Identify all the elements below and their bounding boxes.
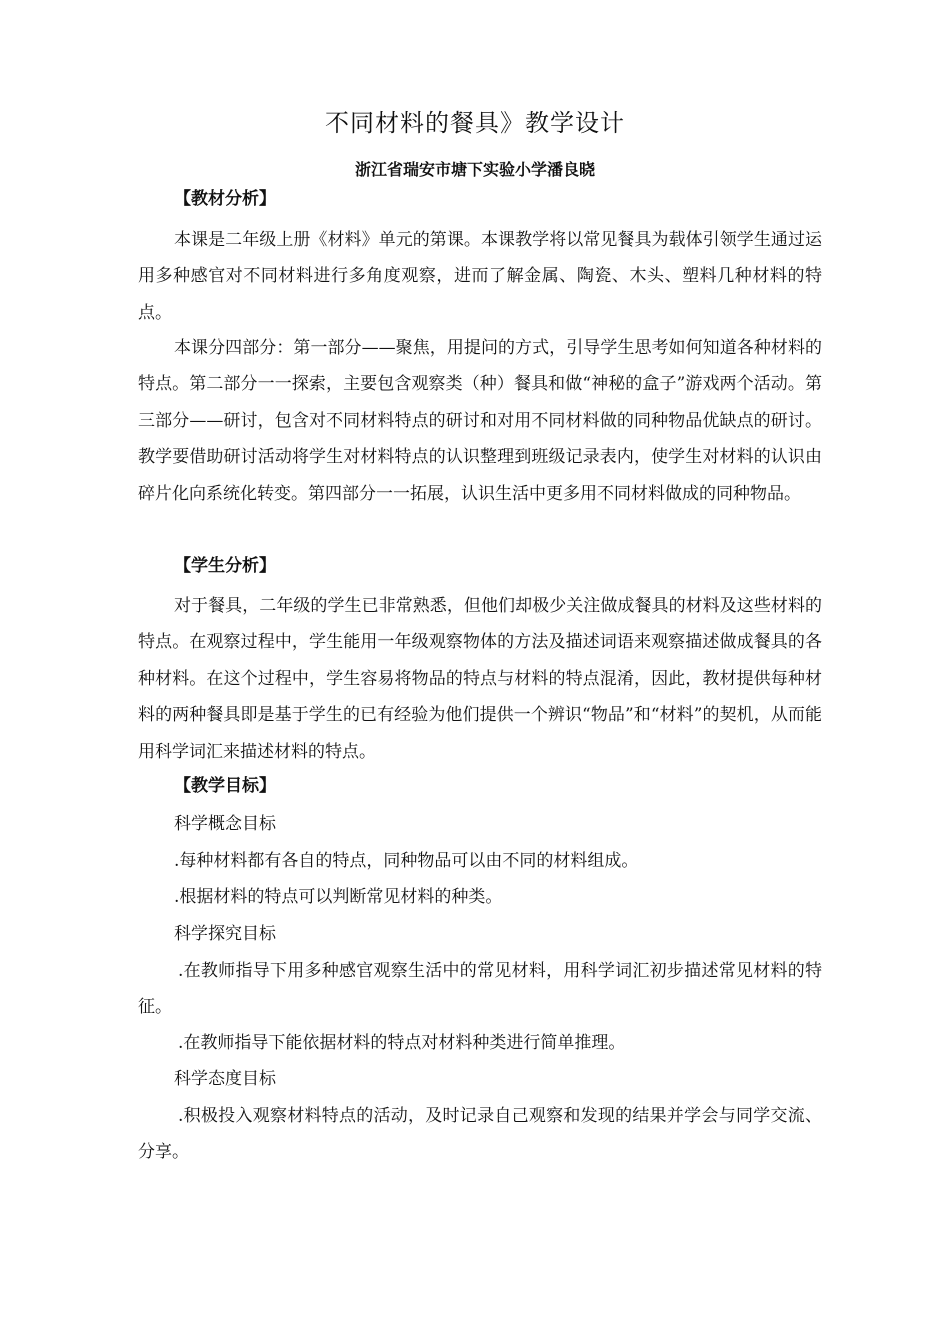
paragraph-material-analysis-2: 本课分四部分：第一部分——聚焦，用提问的方式，引导学生思考如何知道各种材料的特点。第二部分一一探索，主要包含观察类（种）餐具和做“神秘的盒子”游戏两个活动。第三部分——研讨，包含对不同材料特点的研讨和对用不同材料做的同种物品优缺点的研讨。教学要借助研讨活动将学生对材料特点的认识整理到班级记录表内，使学生对材料的认识由碎片化向系统化转变。第四部分一一拓展，认识生活中更多用不同材料做成的同种物品。	[138, 338, 822, 504]
document-title: 不同材料的餐具》教学设计	[325, 109, 625, 137]
inquiry-goal-item-2: .在教师指导下能依据材料的特点对材料种类进行简单推理。	[178, 1033, 626, 1053]
heading-material-analysis: 【教材分析】	[174, 189, 276, 209]
paragraph-material-analysis-1: 本课是二年级上册《材料》单元的第课。本课教学将以常见餐具为载体引领学生通过运用多种感官对不同材料进行多角度观察，进而了解金属、陶瓷、木头、塑料几种材料的特点。	[138, 230, 822, 323]
inquiry-goal-item-1: .在教师指导下用多种感官观察生活中的常见材料，用科学词汇初步描述常见材料的特征。	[138, 961, 822, 1018]
inquiry-goal-label: 科学探究目标	[174, 924, 276, 944]
concept-goal-label: 科学概念目标	[174, 814, 276, 834]
heading-student-analysis: 【学生分析】	[174, 556, 276, 576]
heading-teaching-goals: 【教学目标】	[174, 776, 276, 796]
document-author: 浙江省瑞安市塘下实验小学潘良晓	[354, 160, 595, 179]
concept-goal-item-1: .每种材料都有各自的特点，同种物品可以由不同的材料组成。	[174, 851, 639, 871]
concept-goal-item-2: .根据材料的特点可以判断常见材料的种类。	[174, 887, 503, 907]
paragraph-student-analysis: 对于餐具，二年级的学生已非常熟悉，但他们却极少关注做成餐具的材料及这些材料的特点。在观察过程中，学生能用一年级观察物体的方法及描述词语来观察描述做成餐具的各种材料。在这个过程中，学生容易将物品的特点与材料的特点混淆，因此，教材提供每种材料的两种餐具即是基于学生的已有经验为他们提供一个辨识“物品”和“材料”的契机，从而能用科学词汇来描述材料的特点。	[138, 596, 822, 762]
attitude-goal-item-1: .积极投入观察材料特点的活动，及时记录自己观察和发现的结果并学会与同学交流、分享。	[138, 1106, 822, 1163]
attitude-goal-label: 科学态度目标	[174, 1069, 276, 1089]
